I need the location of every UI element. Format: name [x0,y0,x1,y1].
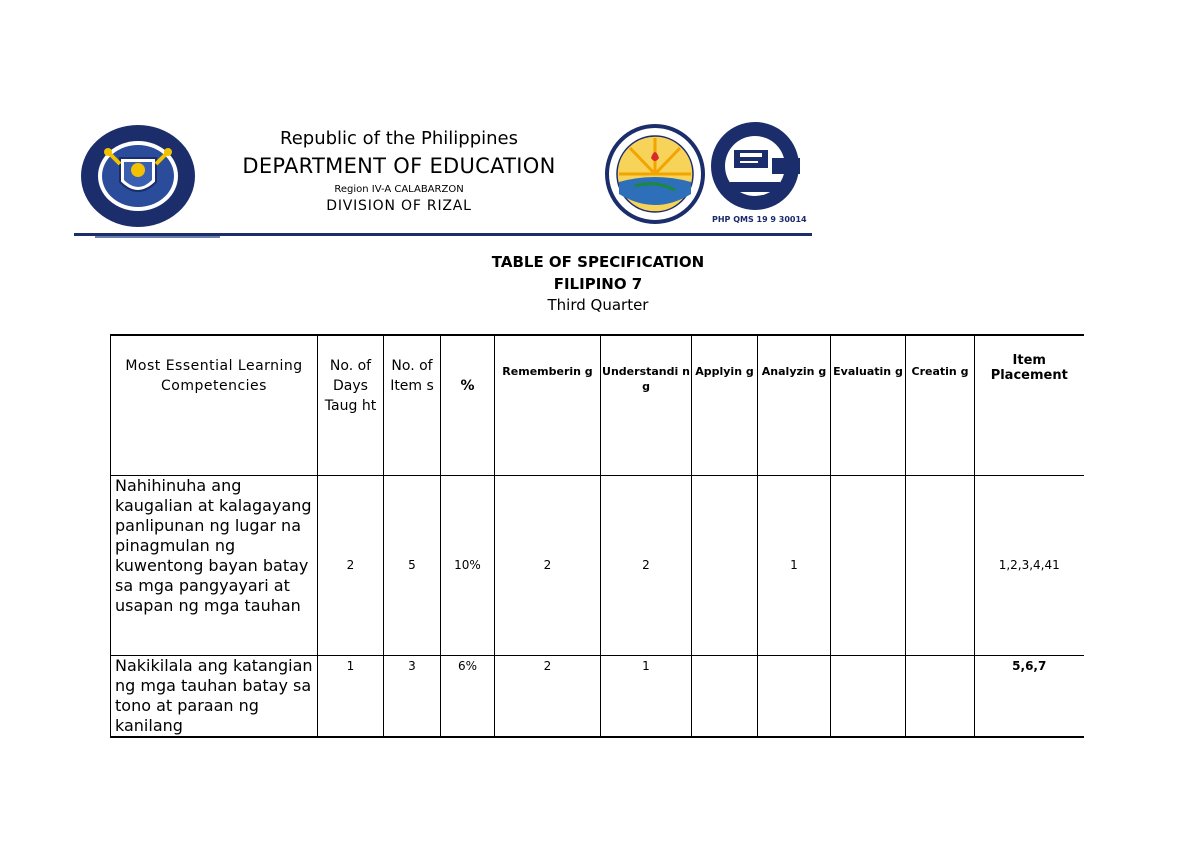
competency-cell: Nakikilala ang katangian ng mga tauhan batay sa tono at paraan ng kanilang [111,655,318,737]
header-region: Region IV-A CALABARZON [334,184,464,195]
subject-title: FILIPINO 7 [553,275,643,293]
days-cell: 1 [318,655,384,737]
header-percent: % [441,335,495,475]
evaluating-cell [831,475,906,655]
header-division: DIVISION OF RIZAL [326,198,472,214]
understanding-cell: 1 [601,655,692,737]
certification-code: PHP QMS 19 9 30014 [712,215,807,224]
header-competencies: Most Essential Learning Competencies [111,335,318,475]
placement-cell: 5,6,7 [975,655,1084,737]
days-cell: 2 [318,475,384,655]
quarter-title: Third Quarter [547,296,649,314]
applying-cell [692,655,758,737]
creating-cell [906,475,975,655]
table-row [111,475,1084,655]
analyzing-cell [758,655,831,737]
header-no-of-items: No. of Item s [384,335,441,475]
header-creating: Creatin g [906,335,975,475]
evaluating-cell [831,655,906,737]
remembering-cell: 2 [495,475,601,655]
creating-cell [906,655,975,737]
analyzing-cell: 1 [758,475,831,655]
table-header-row [111,335,1084,475]
header-remembering: Rememberin g [495,335,601,475]
items-cell: 5 [384,475,441,655]
remembering-cell: 2 [495,655,601,737]
rizal-division-seal [605,124,705,224]
applying-cell [692,475,758,655]
header-analyzing: Analyzin g [758,335,831,475]
header-understanding: Understandi ng [601,335,692,475]
document-title: TABLE OF SPECIFICATION [491,253,705,271]
table-row [111,655,1084,737]
iso-9001-logo [710,120,800,212]
header-department: DEPARTMENT OF EDUCATION [242,154,556,178]
header-divider-accent [95,236,220,238]
specification-table [110,334,1084,738]
header-evaluating: Evaluatin g [831,335,906,475]
competency-cell: Nahihinuha ang kaugalian at kalagayang panlipunan ng lugar na pinagmulan ng kuwentong bayan batay sa mga pangyayari at usapan ng mga tauhan [111,475,318,655]
deped-seal [80,124,196,228]
header-days-taught: No. of Days Taug ht [318,335,384,475]
understanding-cell: 2 [601,475,692,655]
percent-cell: 10% [441,475,495,655]
placement-cell: 1,2,3,4,41 [975,475,1084,655]
header-republic: Republic of the Philippines [280,128,518,149]
header-item-placement: Item Placement [975,335,1084,475]
items-cell: 3 [384,655,441,737]
percent-cell: 6% [441,655,495,737]
header-applying: Applyin g [692,335,758,475]
